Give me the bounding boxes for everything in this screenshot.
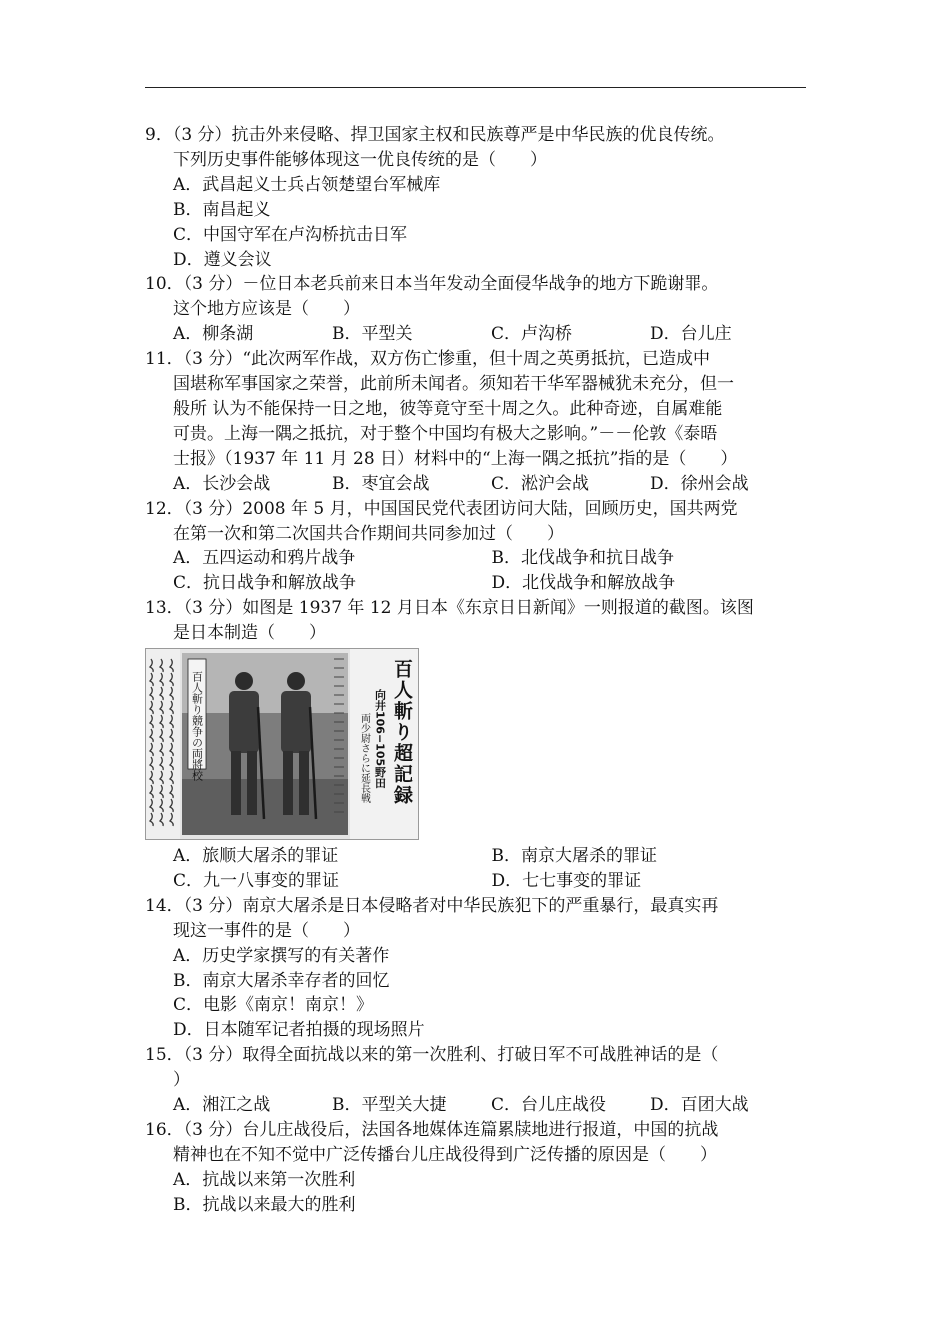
answer-option: B．枣宜会战 [332, 473, 430, 494]
question-stem-continued: 在第一次和第二次国共合作期间共同参加过（ ） [173, 523, 564, 544]
question-stem-continued: 士报》（1937 年 11 月 28 日）材料中的“上海一隅之抵抗”指的是（ ） [173, 448, 738, 469]
answer-option: C．淞沪会战 [491, 473, 590, 494]
answer-option: A．历史学家撰写的有关著作 [173, 945, 390, 966]
answer-options [145, 944, 810, 1044]
answer-option: B．南京大屠杀幸存者的回忆 [173, 970, 390, 991]
question-stem-continued: 国堪称军事国家之荣誉，此前所未闻者。须知若干华军器械犹未充分，但一 [173, 374, 734, 395]
question-stem-continued: 下列历史事件能够体现这一优良传统的是（ ） [173, 149, 547, 170]
question-item [145, 123, 810, 272]
subheadline-extension: 両少尉さらに延長戦 [358, 713, 370, 804]
newspaper-clipping-drawing [146, 649, 418, 839]
soldier-right-left-leg [283, 751, 293, 815]
newspaper-clipping-image [145, 648, 419, 840]
soldier-left-right-leg [247, 751, 257, 815]
option-row [173, 969, 810, 994]
header-rule [145, 87, 806, 88]
photo-sky [182, 653, 348, 713]
answer-options [145, 1093, 810, 1118]
answer-option: A．湘江之战 [173, 1095, 271, 1116]
answer-options [145, 173, 810, 273]
answer-option: A．旅顺大屠杀的罪证 [173, 846, 339, 867]
question-stem-continued: 是日本制造（ ） [173, 623, 326, 644]
question-item [145, 497, 810, 597]
answer-option: D．日本随军记者拍摄的现场照片 [173, 1020, 425, 1041]
option-row [173, 472, 810, 497]
question-stem: 16．（3 分）台儿庄战役后，法国各地媒体连篇累牍地进行报道，中国的抗战 [145, 1120, 719, 1140]
option-row [173, 1093, 810, 1118]
answer-option: D．徐州会战 [650, 473, 749, 494]
option-row [173, 546, 810, 571]
option-row [173, 944, 810, 969]
answer-options [145, 546, 810, 596]
answer-option: B．北伐战争和抗日战争 [491, 548, 674, 569]
option-row [173, 322, 810, 347]
answer-option: B．抗战以来最大的胜利 [173, 1194, 356, 1215]
option-row [173, 869, 810, 894]
option-row [173, 1168, 810, 1193]
question-stem-continued: 可贵。上海一隅之抵抗，对于整个中国均有极大之影响。”－－伦敦《泰晤 [173, 423, 718, 444]
question-item [145, 596, 810, 894]
question-stem-continued: 精神也在不知不觉中广泛传播台儿庄战役得到广泛传播的原因是（ ） [173, 1144, 717, 1165]
option-row [173, 844, 810, 869]
question-item [145, 347, 810, 496]
answer-option: B．平型关 [332, 324, 413, 345]
option-row [173, 1018, 810, 1043]
question-stem-continued: 般所 认为不能保持一日之地，彼等竟守至十周之久。此种奇迹，自属难能 [173, 398, 723, 419]
answer-option: C．电影《南京！南京！》 [173, 995, 374, 1016]
soldier-right-torso [281, 691, 311, 753]
answer-options [145, 1168, 810, 1218]
photo-caption: 百人斬り競争の両將校 [190, 671, 204, 782]
question-item [145, 894, 810, 1043]
question-stem-continued: ） [173, 1070, 190, 1091]
answer-option: B．平型关大捷 [332, 1095, 447, 1116]
answer-option: D．北伐战争和解放战争 [491, 573, 676, 594]
question-stem-continued: 现这一事件的是（ ） [173, 920, 360, 941]
answer-option: A．柳条湖 [173, 324, 254, 345]
answer-option: C．中国守军在卢沟桥抗击日军 [173, 224, 408, 245]
soldier-left-head [235, 672, 253, 690]
question-stem: 14．（3 分）南京大屠杀是日本侵略者对中华民族犯下的严重暴行，最真实再 [145, 895, 719, 916]
option-row [173, 993, 810, 1018]
question-item [145, 272, 810, 347]
question-item [145, 1043, 810, 1118]
photo-ground [182, 779, 348, 835]
question-stem: 11．（3 分）“此次两军作战，双方伤亡惨重，但十周之英勇抵抗，已造成中 [145, 349, 711, 370]
question-stem: 9．（3 分）抗击外来侵略、捍卫国家主权和民族尊严是中华民族的优良传统。 [145, 125, 725, 145]
option-row [173, 173, 810, 198]
answer-option: B．南昌起义 [173, 199, 271, 220]
answer-option: D．台儿庄 [650, 324, 732, 345]
soldier-left-torso [229, 691, 259, 753]
option-row [173, 1193, 810, 1218]
question-stem-continued: 这个地方应该是（ ） [173, 299, 360, 320]
answer-option: A．抗战以来第一次胜利 [173, 1169, 356, 1190]
option-row [173, 248, 810, 273]
headline-text: 百人斬り超記録 [391, 659, 413, 807]
answer-options [145, 472, 810, 497]
soldier-left-left-leg [231, 751, 241, 815]
answer-option: B．南京大屠杀的罪证 [491, 846, 657, 867]
answer-option: D．七七事变的罪证 [491, 870, 642, 891]
answer-options [145, 844, 810, 894]
question-item [145, 1118, 810, 1218]
subheadline-score: 向井106−105野田 [373, 689, 387, 789]
answer-option: C．抗日战争和解放战争 [173, 573, 357, 594]
question-stem: 12．（3 分）2008 年 5 月，中国国民党代表团访问大陆，回顾历史，国共两党 [145, 498, 738, 519]
question-list [145, 123, 810, 1218]
answer-options [145, 322, 810, 347]
answer-option: C．卢沟桥 [491, 324, 573, 345]
answer-option: A．五四运动和鸦片战争 [173, 548, 356, 569]
answer-option: A．武昌起义士兵占领楚望台军械库 [173, 174, 441, 195]
option-row [173, 223, 810, 248]
answer-option: C．台儿庄战役 [491, 1095, 607, 1116]
option-row [173, 571, 810, 596]
question-stem: 13．（3 分）如图是 1937 年 12 月日本《东京日日新闻》一则报道的截图。该图 [145, 598, 754, 619]
soldier-right-right-leg [299, 751, 309, 815]
answer-option: C．九一八事变的罪证 [173, 870, 340, 891]
answer-option: D．百团大战 [650, 1095, 749, 1116]
option-row [173, 198, 810, 223]
question-stem: 15．（3 分）取得全面抗战以来的第一次胜利、打破日军不可战胜神话的是（ [145, 1045, 719, 1066]
answer-option: D．遵义会议 [173, 249, 272, 270]
soldier-right-head [287, 672, 305, 690]
question-stem: 10．（3 分）－位日本老兵前来日本当年发动全面侵华战争的地方下跪谢罪。 [145, 274, 719, 295]
answer-option: A．长沙会战 [173, 473, 271, 494]
